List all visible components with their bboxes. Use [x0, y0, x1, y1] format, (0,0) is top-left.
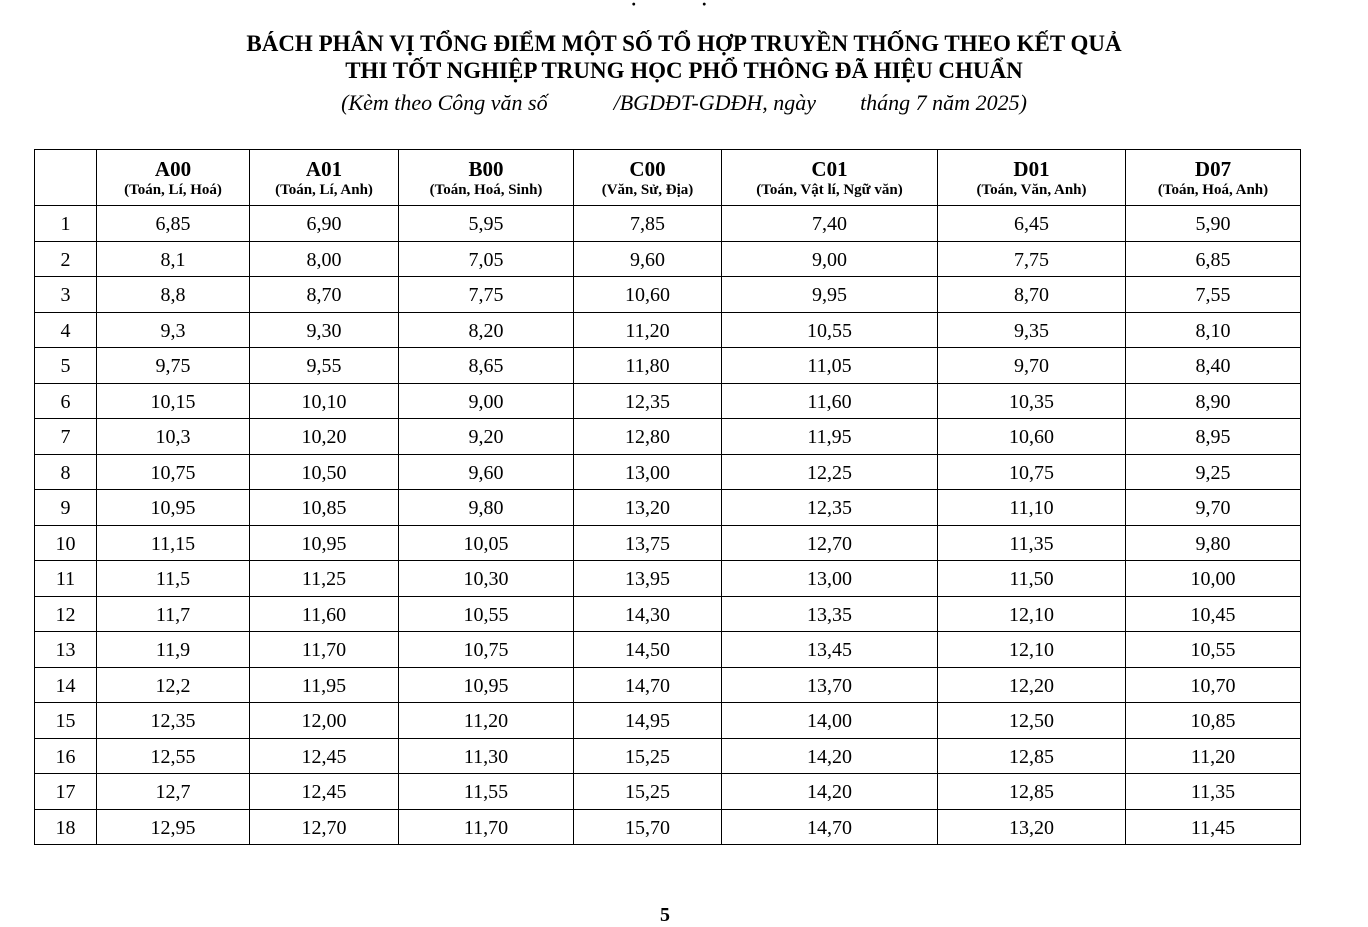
column-code: D01 — [1013, 156, 1050, 181]
score-cell-c01: 11,95 — [722, 419, 938, 455]
score-cell-b00: 7,75 — [399, 277, 574, 313]
percentile-cell: 10 — [35, 525, 97, 561]
score-cell-a01: 12,70 — [250, 809, 399, 845]
table-row — [35, 738, 1301, 774]
score-cell-d07: 8,40 — [1126, 348, 1301, 384]
score-cell-c00: 10,60 — [574, 277, 722, 313]
percentile-cell: 17 — [35, 774, 97, 810]
score-cell-d01: 12,10 — [938, 632, 1126, 668]
table-body — [35, 206, 1301, 845]
score-cell-a00: 8,8 — [97, 277, 250, 313]
score-cell-d07: 5,90 — [1126, 206, 1301, 242]
score-cell-a01: 6,90 — [250, 206, 399, 242]
score-cell-c01: 7,40 — [722, 206, 938, 242]
score-cell-d07: 7,55 — [1126, 277, 1301, 313]
score-cell-a01: 12,45 — [250, 738, 399, 774]
percentile-cell: 9 — [35, 490, 97, 526]
score-cell-a01: 11,95 — [250, 667, 399, 703]
score-cell-d07: 8,10 — [1126, 312, 1301, 348]
score-cell-b00: 9,80 — [399, 490, 574, 526]
score-cell-a00: 12,95 — [97, 809, 250, 845]
table-header — [35, 150, 1301, 206]
score-cell-d01: 8,70 — [938, 277, 1126, 313]
score-cell-c01: 14,00 — [722, 703, 938, 739]
score-cell-c00: 14,50 — [574, 632, 722, 668]
score-cell-a01: 12,00 — [250, 703, 399, 739]
score-cell-d01: 11,10 — [938, 490, 1126, 526]
score-cell-d07: 6,85 — [1126, 241, 1301, 277]
score-cell-a00: 12,7 — [97, 774, 250, 810]
page-number-fragment: 5 — [660, 904, 670, 926]
score-cell-d01: 12,50 — [938, 703, 1126, 739]
score-cell-a01: 8,70 — [250, 277, 399, 313]
score-cell-a00: 12,2 — [97, 667, 250, 703]
score-cell-a01: 8,00 — [250, 241, 399, 277]
score-cell-c01: 9,95 — [722, 277, 938, 313]
score-cell-d07: 10,45 — [1126, 596, 1301, 632]
percentile-cell: 6 — [35, 383, 97, 419]
score-cell-d07: 8,95 — [1126, 419, 1301, 455]
score-cell-c00: 9,60 — [574, 241, 722, 277]
score-cell-d07: 10,00 — [1126, 561, 1301, 597]
percentile-cell: 14 — [35, 667, 97, 703]
score-cell-a01: 10,50 — [250, 454, 399, 490]
score-cell-b00: 11,20 — [399, 703, 574, 739]
table-row — [35, 809, 1301, 845]
percentile-cell: 16 — [35, 738, 97, 774]
table-row — [35, 490, 1301, 526]
score-cell-d07: 8,90 — [1126, 383, 1301, 419]
score-cell-c00: 7,85 — [574, 206, 722, 242]
score-cell-c01: 12,25 — [722, 454, 938, 490]
score-cell-b00: 11,55 — [399, 774, 574, 810]
score-cell-a01: 9,30 — [250, 312, 399, 348]
column-subjects: (Toán, Văn, Anh) — [976, 181, 1087, 198]
percentile-cell: 1 — [35, 206, 97, 242]
score-cell-a00: 6,85 — [97, 206, 250, 242]
score-cell-d01: 12,20 — [938, 667, 1126, 703]
score-cell-c00: 15,25 — [574, 738, 722, 774]
percentile-cell: 8 — [35, 454, 97, 490]
score-cell-d01: 12,85 — [938, 774, 1126, 810]
percentile-cell: 4 — [35, 312, 97, 348]
score-cell-a00: 12,55 — [97, 738, 250, 774]
column-code: A00 — [154, 156, 192, 181]
score-cell-c01: 11,60 — [722, 383, 938, 419]
score-cell-c00: 15,25 — [574, 774, 722, 810]
table-row — [35, 632, 1301, 668]
score-cell-b00: 7,05 — [399, 241, 574, 277]
score-cell-d01: 12,85 — [938, 738, 1126, 774]
score-cell-d07: 11,35 — [1126, 774, 1301, 810]
column-code: C00 — [629, 156, 666, 181]
table-row — [35, 241, 1301, 277]
percentile-cell: 3 — [35, 277, 97, 313]
column-code: D07 — [1194, 156, 1232, 181]
header-d01 — [938, 150, 1126, 206]
score-cell-c00: 13,00 — [574, 454, 722, 490]
score-cell-d01: 10,60 — [938, 419, 1126, 455]
percentile-cell: 11 — [35, 561, 97, 597]
score-cell-d07: 11,45 — [1126, 809, 1301, 845]
score-cell-b00: 8,20 — [399, 312, 574, 348]
score-cell-a00: 10,15 — [97, 383, 250, 419]
page-title-line-1: BÁCH PHÂN VỊ TỔNG ĐIỂM MỘT SỐ TỔ HỢP TRUYỀN THỐNG THEO KẾT QUẢ — [246, 31, 1122, 56]
column-subjects: (Văn, Sử, Địa) — [601, 181, 694, 198]
score-cell-c01: 12,35 — [722, 490, 938, 526]
score-cell-a01: 10,95 — [250, 525, 399, 561]
score-cell-d07: 9,70 — [1126, 490, 1301, 526]
score-cell-c01: 13,00 — [722, 561, 938, 597]
score-cell-a00: 9,3 — [97, 312, 250, 348]
score-cell-d01: 6,45 — [938, 206, 1126, 242]
score-cell-c00: 14,70 — [574, 667, 722, 703]
percentile-cell: 12 — [35, 596, 97, 632]
score-cell-b00: 9,00 — [399, 383, 574, 419]
score-cell-b00: 10,30 — [399, 561, 574, 597]
score-cell-a01: 9,55 — [250, 348, 399, 384]
score-cell-c01: 14,20 — [722, 738, 938, 774]
percentile-table — [34, 149, 1301, 845]
score-cell-b00: 11,70 — [399, 809, 574, 845]
score-cell-a01: 10,10 — [250, 383, 399, 419]
score-cell-d07: 10,85 — [1126, 703, 1301, 739]
score-cell-a01: 10,20 — [250, 419, 399, 455]
score-cell-c00: 14,95 — [574, 703, 722, 739]
table-row — [35, 206, 1301, 242]
document-reference-subtitle: (Kèm theo Công văn số /BGDĐT-GDĐH, ngày tháng 7 năm 2025) — [341, 90, 1027, 115]
table-row — [35, 419, 1301, 455]
score-cell-c01: 12,70 — [722, 525, 938, 561]
header-row — [35, 150, 1301, 206]
table-row — [35, 774, 1301, 810]
header-c00 — [574, 150, 722, 206]
percentile-cell: 18 — [35, 809, 97, 845]
score-cell-a00: 11,15 — [97, 525, 250, 561]
percentile-cell: 15 — [35, 703, 97, 739]
score-cell-a01: 11,60 — [250, 596, 399, 632]
column-subjects: (Toán, Vật lí, Ngữ văn) — [756, 181, 903, 198]
score-cell-a00: 11,5 — [97, 561, 250, 597]
score-cell-b00: 10,75 — [399, 632, 574, 668]
column-code: C01 — [811, 156, 848, 181]
score-cell-c01: 14,70 — [722, 809, 938, 845]
score-cell-c01: 13,70 — [722, 667, 938, 703]
score-cell-b00: 5,95 — [399, 206, 574, 242]
header-a01 — [250, 150, 399, 206]
score-cell-d01: 10,75 — [938, 454, 1126, 490]
score-cell-a00: 9,75 — [97, 348, 250, 384]
score-cell-d07: 11,20 — [1126, 738, 1301, 774]
score-cell-b00: 10,55 — [399, 596, 574, 632]
table-row — [35, 312, 1301, 348]
table-row — [35, 703, 1301, 739]
column-subjects: (Toán, Hoá, Sinh) — [429, 181, 543, 198]
score-cell-b00: 9,60 — [399, 454, 574, 490]
header-b00 — [399, 150, 574, 206]
score-cell-d07: 9,25 — [1126, 454, 1301, 490]
score-cell-a00: 10,75 — [97, 454, 250, 490]
score-cell-a00: 10,95 — [97, 490, 250, 526]
score-cell-d01: 11,35 — [938, 525, 1126, 561]
score-cell-d01: 13,20 — [938, 809, 1126, 845]
score-cell-a01: 10,85 — [250, 490, 399, 526]
column-subjects: (Toán, Hoá, Anh) — [1157, 181, 1269, 198]
score-cell-d07: 9,80 — [1126, 525, 1301, 561]
table-row — [35, 561, 1301, 597]
score-cell-d01: 7,75 — [938, 241, 1126, 277]
table-row — [35, 525, 1301, 561]
score-cell-c00: 14,30 — [574, 596, 722, 632]
score-cell-d01: 9,70 — [938, 348, 1126, 384]
score-cell-b00: 9,20 — [399, 419, 574, 455]
percentile-cell: 13 — [35, 632, 97, 668]
score-cell-d01: 9,35 — [938, 312, 1126, 348]
score-cell-c01: 13,35 — [722, 596, 938, 632]
score-cell-c01: 11,05 — [722, 348, 938, 384]
score-cell-a00: 8,1 — [97, 241, 250, 277]
score-cell-d01: 11,50 — [938, 561, 1126, 597]
page-title-line-2: THI TỐT NGHIỆP TRUNG HỌC PHỔ THÔNG ĐÃ HIỆU CHUẨN — [345, 58, 1023, 83]
score-cell-d01: 12,10 — [938, 596, 1126, 632]
score-cell-c00: 13,75 — [574, 525, 722, 561]
score-cell-a00: 11,7 — [97, 596, 250, 632]
score-cell-c00: 12,80 — [574, 419, 722, 455]
score-cell-c00: 13,20 — [574, 490, 722, 526]
cropped-text-fragment: · · — [630, 0, 738, 14]
score-cell-c00: 15,70 — [574, 809, 722, 845]
score-cell-a01: 11,25 — [250, 561, 399, 597]
header-c01 — [722, 150, 938, 206]
score-cell-d07: 10,70 — [1126, 667, 1301, 703]
score-cell-c00: 11,20 — [574, 312, 722, 348]
score-cell-c01: 14,20 — [722, 774, 938, 810]
score-cell-c01: 13,45 — [722, 632, 938, 668]
table-row — [35, 348, 1301, 384]
score-cell-a00: 11,9 — [97, 632, 250, 668]
table-row — [35, 596, 1301, 632]
column-subjects: (Toán, Lí, Anh) — [275, 181, 373, 198]
score-cell-d07: 10,55 — [1126, 632, 1301, 668]
percentile-cell: 2 — [35, 241, 97, 277]
score-cell-a00: 10,3 — [97, 419, 250, 455]
column-code: A01 — [305, 156, 343, 181]
score-cell-b00: 10,95 — [399, 667, 574, 703]
score-cell-b00: 11,30 — [399, 738, 574, 774]
percentile-cell: 5 — [35, 348, 97, 384]
score-cell-c00: 11,80 — [574, 348, 722, 384]
score-cell-c01: 9,00 — [722, 241, 938, 277]
score-cell-b00: 10,05 — [399, 525, 574, 561]
score-cell-a00: 12,35 — [97, 703, 250, 739]
score-cell-b00: 8,65 — [399, 348, 574, 384]
score-cell-c01: 10,55 — [722, 312, 938, 348]
score-cell-d01: 10,35 — [938, 383, 1126, 419]
table-row — [35, 277, 1301, 313]
table-row — [35, 454, 1301, 490]
header-a00 — [97, 150, 250, 206]
table-row — [35, 667, 1301, 703]
header-d07 — [1126, 150, 1301, 206]
column-subjects: (Toán, Lí, Hoá) — [124, 181, 222, 198]
score-cell-a01: 11,70 — [250, 632, 399, 668]
score-cell-a01: 12,45 — [250, 774, 399, 810]
column-code: B00 — [468, 156, 504, 181]
score-cell-c00: 12,35 — [574, 383, 722, 419]
header-percentile-corner — [35, 150, 97, 206]
score-cell-c00: 13,95 — [574, 561, 722, 597]
percentile-cell: 7 — [35, 419, 97, 455]
table-row — [35, 383, 1301, 419]
